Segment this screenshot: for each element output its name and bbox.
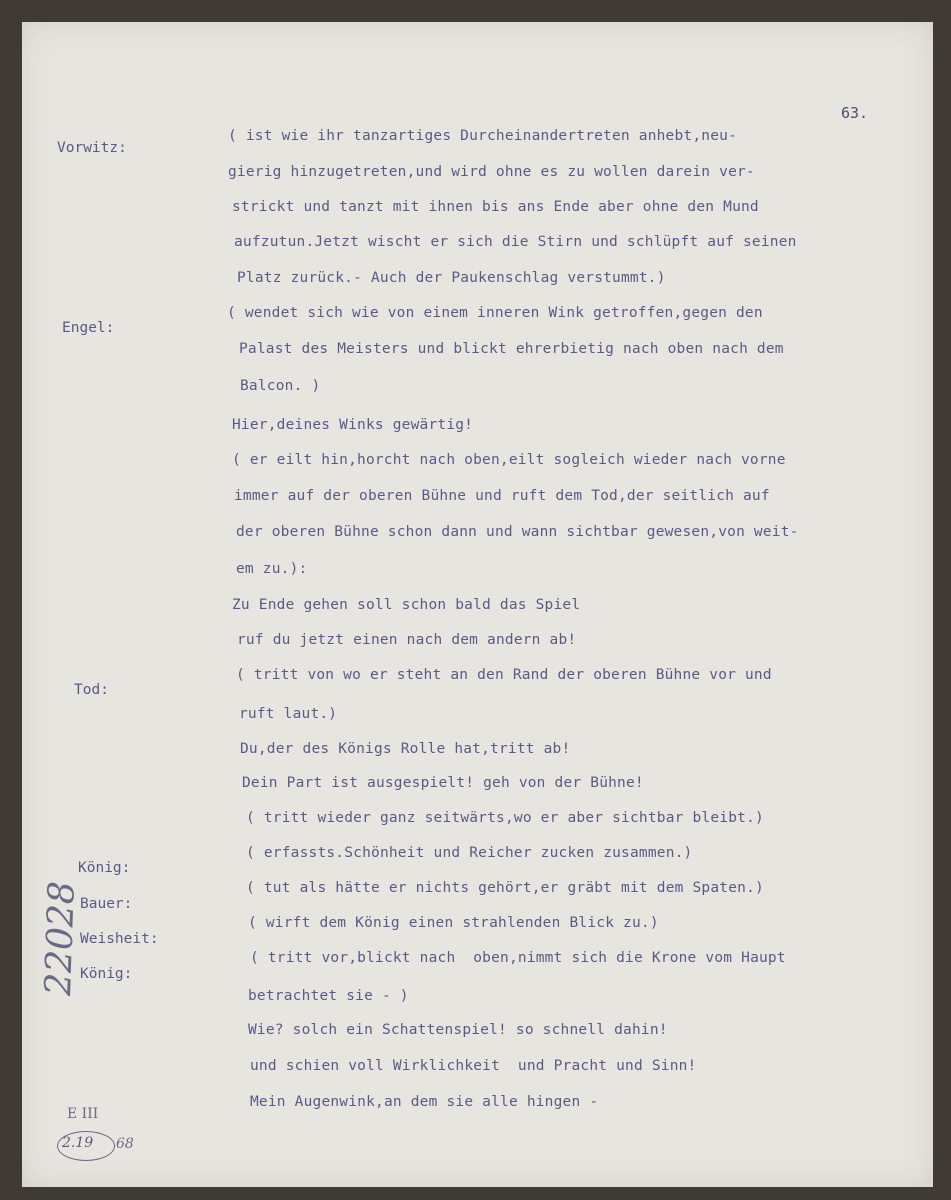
text-line: Du,der des Königs Rolle hat,tritt ab! [240,741,571,757]
page-number: 63. [841,104,869,122]
speaker-weisheit: Weisheit: [80,931,159,947]
speaker-koenig: König: [78,860,131,876]
archive-number: 22028 [38,880,83,997]
text-line: Hier,deines Winks gewärtig! [232,417,474,433]
folio-number: 2.19 [62,1135,94,1151]
folio-number-b: 68 [116,1136,134,1152]
speaker-tod: Tod: [74,682,109,698]
text-line: ( erfassts.Schönheit und Reicher zucken zusammen.) [246,845,693,861]
text-line: Dein Part ist ausgespielt! geh von der Bühne! [242,775,644,791]
text-line: Balcon. ) [240,378,321,394]
text-line: ( tut als hätte er nichts gehört,er gräbt mit dem Spaten.) [246,880,764,896]
text-line: ruft laut.) [239,706,338,722]
collection-mark: E III [67,1106,99,1122]
text-line: ( ist wie ihr tanzartiges Durcheinandertreten anhebt,neu- [228,128,737,144]
text-line: Mein Augenwink,an dem sie alle hingen - [250,1094,599,1110]
text-line: immer auf der oberen Bühne und ruft dem Tod,der seitlich auf [234,488,770,504]
text-line: Wie? solch ein Schattenspiel! so schnell dahin! [248,1022,668,1038]
text-line: gierig hinzugetreten,und wird ohne es zu wollen darein ver- [228,164,755,180]
text-line: betrachtet sie - ) [248,988,409,1004]
speaker-engel: Engel: [62,320,115,336]
text-line: ( er eilt hin,horcht nach oben,eilt sogleich wieder nach vorne [232,452,786,468]
text-line: und schien voll Wirklichkeit und Pracht und Sinn! [250,1058,697,1074]
text-line: Platz zurück.- Auch der Paukenschlag verstummt.) [237,270,666,286]
speaker-vorwitz: Vorwitz: [57,140,127,156]
text-line: Palast des Meisters und blickt ehrerbietig nach oben nach dem [239,341,784,357]
text-line: ( wirft dem König einen strahlenden Blick zu.) [248,915,659,931]
text-line: ( tritt von wo er steht an den Rand der oberen Bühne vor und [236,667,772,683]
text-line: ( wendet sich wie von einem inneren Wink getroffen,gegen den [227,305,763,321]
text-line: Zu Ende gehen soll schon bald das Spiel [232,597,581,613]
text-line: em zu.): [236,561,308,577]
text-line: ruf du jetzt einen nach dem andern ab! [237,632,577,648]
text-line: ( tritt vor,blickt nach oben,nimmt sich die Krone vom Haupt [250,950,786,966]
text-line: aufzutun.Jetzt wischt er sich die Stirn und schlüpft auf seinen [234,234,797,250]
text-line: ( tritt wieder ganz seitwärts,wo er aber sichtbar bleibt.) [246,810,764,826]
speaker-koenig-2: König: [80,966,133,982]
text-line: der oberen Bühne schon dann und wann sichtbar gewesen,von weit- [236,524,799,540]
text-line: strickt und tanzt mit ihnen bis ans Ende aber ohne den Mund [232,199,759,215]
speaker-bauer: Bauer: [80,896,133,912]
